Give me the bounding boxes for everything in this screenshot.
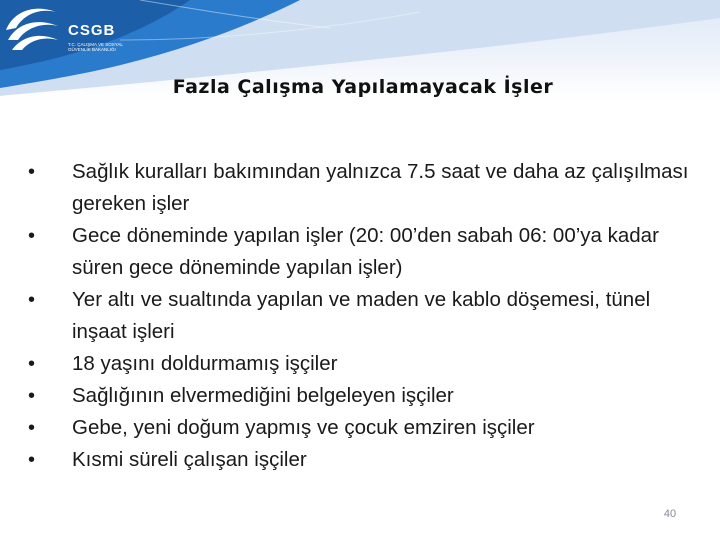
logo-subtitle: T.C. ÇALIŞMA VE SOSYAL GÜVENLİK BAKANLIĞI [68,42,123,52]
bullet-text: 18 yaşını doldurmamış işçiler [72,352,338,375]
bullet-text: Sağlık kuralları bakımından yalnızca 7.5 saat ve daha az çalışılması gereken işler [72,160,689,215]
bullet-icon: • [28,289,36,311]
bullet-text: Kısmi süreli çalışan işçiler [72,448,307,471]
bullet-text: Sağlığının elvermediğini belgeleyen işçiler [72,384,454,407]
bullet-icon: • [28,417,36,439]
logo-text: CSGB [68,22,116,39]
list-item [28,156,708,220]
bullet-icon: • [28,225,36,247]
list-item [28,380,708,412]
list-item [28,348,708,380]
list-item [28,220,708,284]
slide-title: Fazla Çalışma Yapılamayacak İşler [172,76,554,98]
csgb-logo-icon [0,0,62,56]
list-item [28,284,708,348]
page-number: 40 [663,508,677,520]
bullet-text: Yer altı ve sualtında yapılan ve maden ve kablo döşemesi, tünel inşaat işleri [72,288,651,343]
bullet-icon: • [28,353,36,375]
bullet-icon: • [28,161,36,183]
list-item [28,444,708,476]
bullet-text: Gece döneminde yapılan işler (20: 00’den sabah 06: 00’ya kadar süren gece döneminde yapılan işler) [72,224,659,279]
bullet-list [28,156,708,476]
bullet-text: Gebe, yeni doğum yapmış ve çocuk emziren işçiler [72,416,535,439]
list-item [28,412,708,444]
bullet-icon: • [28,385,36,407]
bullet-icon: • [28,449,36,471]
